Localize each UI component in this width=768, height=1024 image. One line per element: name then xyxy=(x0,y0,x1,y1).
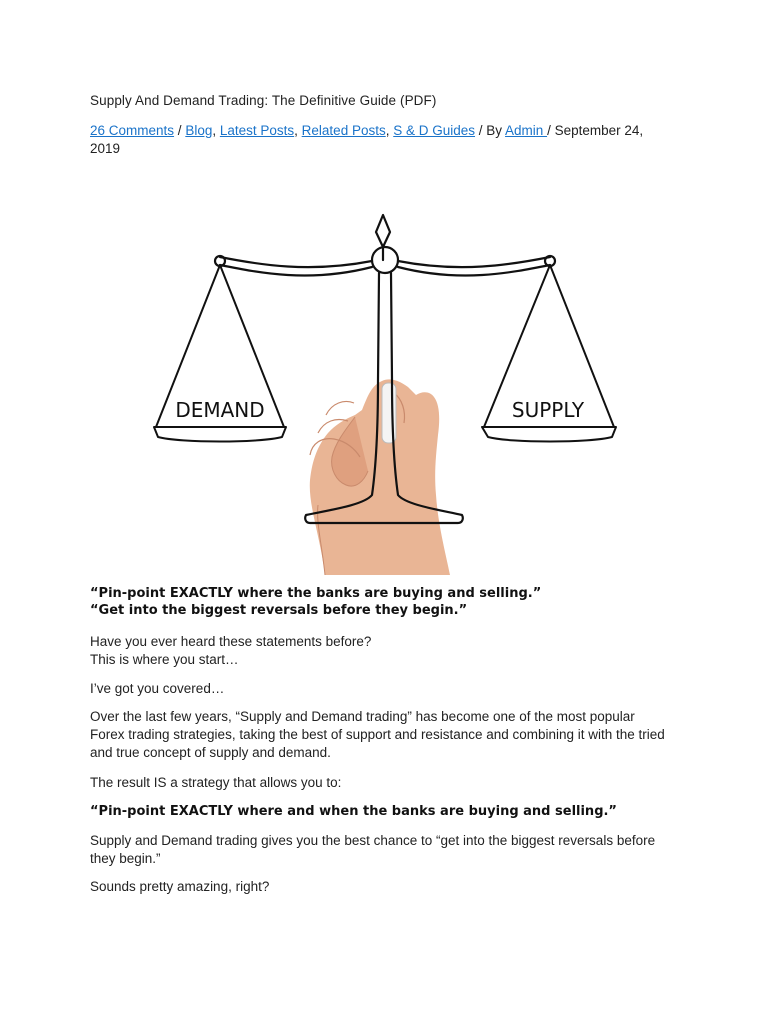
meta-comma: , xyxy=(212,123,220,138)
paragraph-3: Over the last few years, “Supply and Demand trading” has become one of the most popular Forex trading strategies, taking the best of support and resistance and combining it with the tried and true concept of supply and demand. xyxy=(90,709,665,760)
paragraph-5: Supply and Demand trading gives you the best chance to “get into the biggest reversals before they begin.” xyxy=(90,833,656,866)
hand-image xyxy=(310,379,450,575)
intro-quotes xyxy=(90,585,690,619)
paragraph-6: Sounds pretty amazing, right? xyxy=(90,879,270,894)
meta-by-text: / By xyxy=(475,123,506,138)
supply-label: SUPPLY xyxy=(511,398,585,422)
comments-link[interactable]: 26 Comments xyxy=(90,123,175,138)
meta-comma: , xyxy=(294,123,302,138)
author-link[interactable]: Admin xyxy=(505,123,548,138)
category-link-latest-posts[interactable]: Latest Posts xyxy=(219,123,295,138)
category-link-related-posts[interactable]: Related Posts xyxy=(301,123,386,138)
demand-label: DEMAND xyxy=(175,398,265,422)
paragraph-4: The result IS a strategy that allows you to: xyxy=(90,775,342,790)
publish-date: / September 24, 2019 xyxy=(90,123,644,156)
paragraph-1 xyxy=(90,633,690,669)
paragraph-1-line-2: This is where you start… xyxy=(90,652,239,667)
highlight-quote: “Pin-point EXACTLY where and when the banks are buying and selling.” xyxy=(90,804,617,819)
meta-comma: , xyxy=(385,123,394,138)
right-pan-supply xyxy=(482,265,616,442)
intro-quote-2: “Get into the biggest reversals before they begin.” xyxy=(90,603,468,618)
article-meta xyxy=(90,122,670,158)
left-pan-demand xyxy=(154,265,286,442)
balance-scale-illustration xyxy=(150,205,620,575)
category-link-blog[interactable]: Blog xyxy=(185,123,213,138)
paragraph-1-line-1: Have you ever heard these statements before? xyxy=(90,634,372,649)
balance-scale-drawing xyxy=(150,205,620,575)
article-title: Supply And Demand Trading: The Definitive Guide (PDF) xyxy=(90,93,437,108)
category-link-sd-guides[interactable]: S & D Guides xyxy=(393,123,476,138)
paragraph-2: I’ve got you covered… xyxy=(90,681,225,696)
intro-quote-1: “Pin-point EXACTLY where the banks are buying and selling.” xyxy=(90,586,542,601)
meta-separator: / xyxy=(174,123,186,138)
